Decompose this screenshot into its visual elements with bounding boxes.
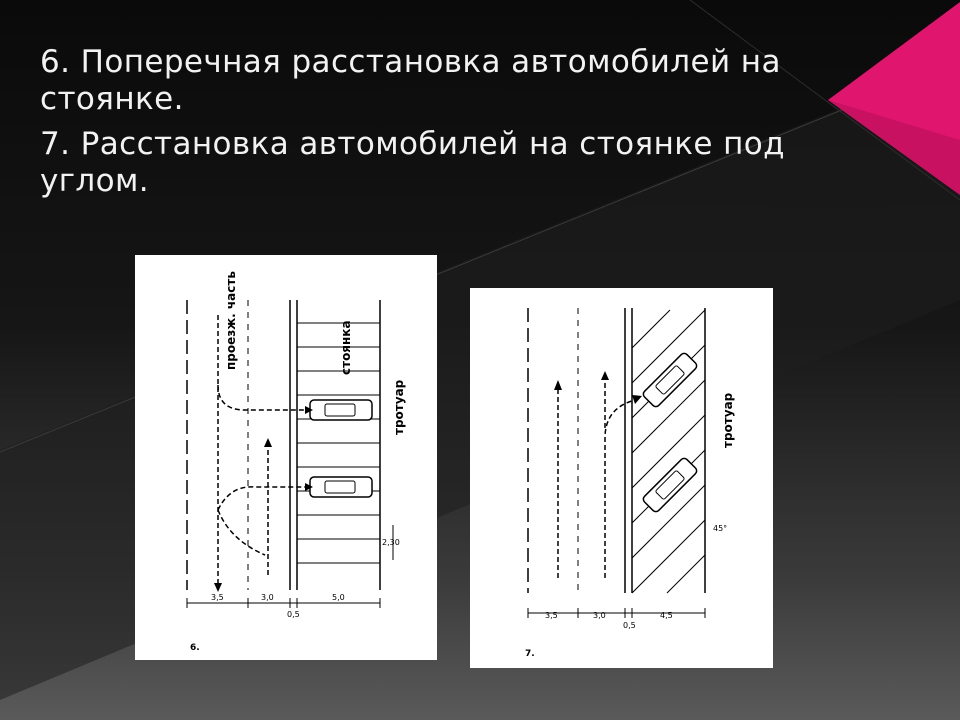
dimension-3-5: 3,5	[211, 593, 224, 602]
dimension-3-5: 3,5	[545, 611, 558, 620]
stall-width-value: 2,30	[382, 538, 400, 547]
arrowheads	[214, 406, 313, 592]
figure-6-number: 6.	[190, 643, 200, 653]
car-2	[642, 457, 699, 514]
dimension-0-5: 0,5	[287, 610, 300, 619]
angled-parking-stalls	[632, 310, 705, 593]
slide-title	[40, 44, 860, 208]
title-line-2: 7. Расстановка автомобилей на стоянке под углом.	[40, 126, 785, 199]
car-2	[310, 477, 372, 497]
dimension-4-5: 4,5	[660, 611, 673, 620]
arrowheads	[554, 371, 642, 404]
sidewalk-label: тротуар	[392, 379, 406, 435]
angle-label: 45°	[713, 524, 728, 533]
dimension-0-5: 0,5	[623, 621, 636, 630]
figure-7-number: 7.	[525, 649, 535, 659]
dimension-3-0: 3,0	[593, 611, 606, 620]
road-label: проезж. часть	[224, 271, 238, 370]
parking-label: стоянка	[339, 320, 353, 375]
title-line-1: 6. Поперечная расстановка автомобилей на стоянке.	[40, 44, 781, 117]
figure-6-diagram	[135, 255, 437, 660]
sidewalk-label: тротуар	[721, 392, 735, 448]
dimension-5-0: 5,0	[332, 593, 345, 602]
maneuver-paths	[558, 378, 635, 578]
dimension-3-0: 3,0	[261, 593, 274, 602]
car-1	[642, 352, 699, 409]
car-1	[310, 400, 372, 420]
figure-7-diagram	[470, 288, 773, 668]
